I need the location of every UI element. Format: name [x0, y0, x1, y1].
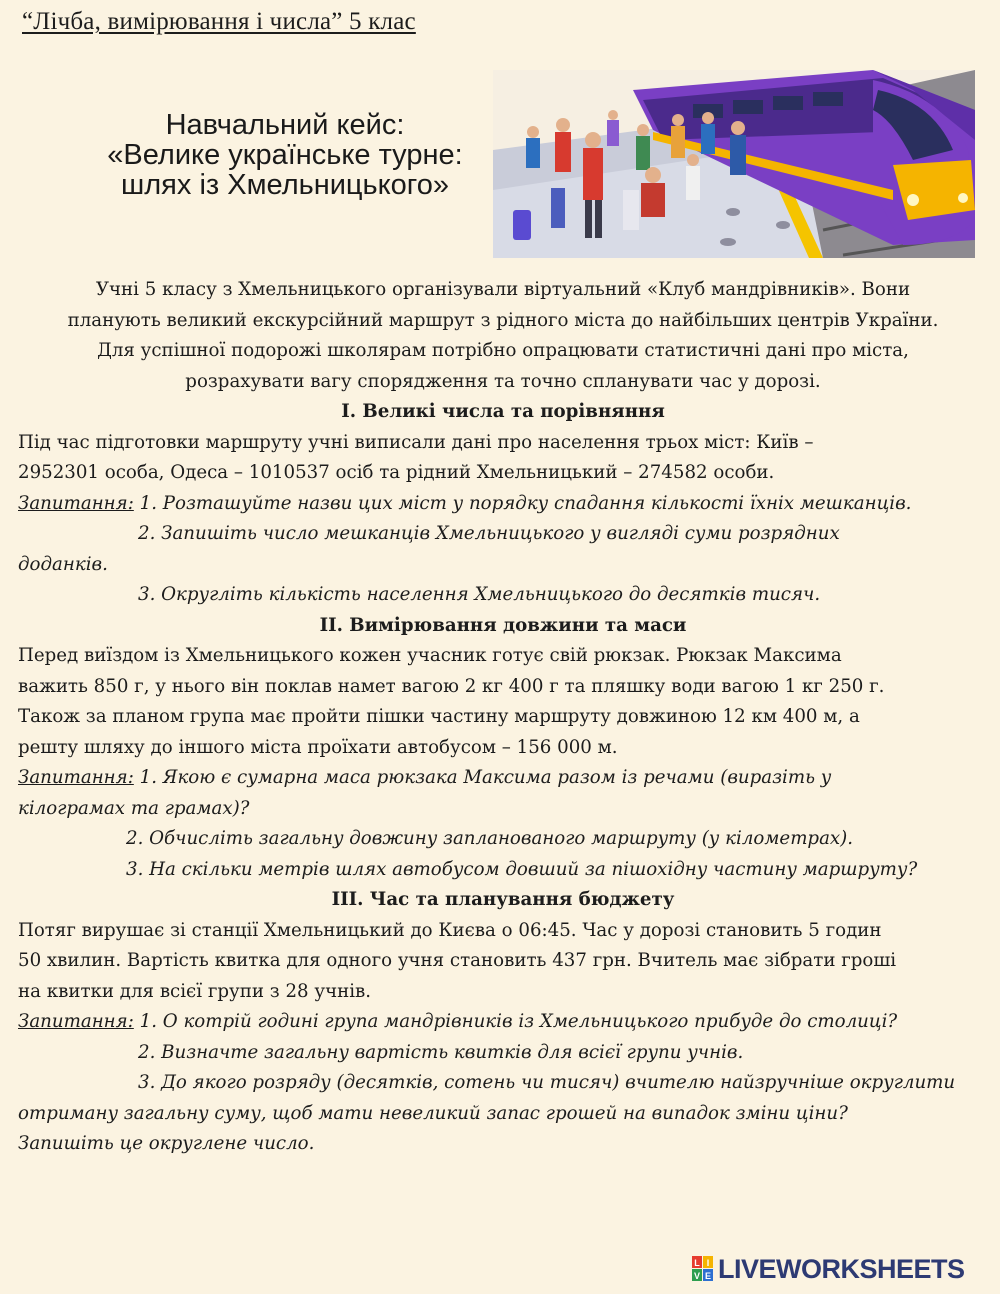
section-1-text: Під час підготовки маршруту учні виписали дані про населення трьох міст: Київ –: [18, 431, 814, 453]
liveworksheets-text: LIVEWORKSHEETS: [718, 1253, 965, 1284]
section-2-text: Перед виїздом із Хмельницького кожен учасник готує свій рюкзак. Рюкзак Максима: [18, 645, 842, 666]
questions-label: Запитання:: [18, 1011, 134, 1032]
section-2-heading: II. Вимірювання довжини та маси: [319, 614, 687, 636]
section-2-text: решту шляху до іншого міста проїхати автобусом – 156 000 м.: [18, 736, 618, 758]
section-3-question-3-cont: Запишіть це округлене число.: [18, 1133, 315, 1154]
intro-paragraph: [18, 275, 988, 397]
worksheet-content: [18, 275, 988, 1160]
section-3-question-3: 3. До якого розряду (десятків, сотень чи тисяч) вчителю найзручніше округлити: [138, 1072, 956, 1093]
section-3-question-1: Запитання: 1. О котрій годині група мандрівників із Хмельницького прибуде до столиці?: [18, 1011, 898, 1032]
liveworksheets-badge-icon: [692, 1256, 714, 1282]
section-2-question-1: Запитання: 1. Якою є сумарна маса рюкзака Максима разом із речами (виразіть у: [18, 767, 832, 788]
section-2-question-1-cont: кілограмах та грамах)?: [18, 797, 250, 819]
case-title-line: «Велике українське турне:: [107, 139, 463, 171]
section-2-question-3: 3. На скільки метрів шлях автобусом довший за пішохідну частину маршруту?: [126, 858, 918, 880]
section-3-text: Потяг вирушає зі станції Хмельницький до Києва о 06:45. Час у дорозі становить 5 годин: [18, 919, 882, 941]
intro-line: Учні 5 класу з Хмельницького організували віртуальний «Клуб мандрівників». Вони: [95, 279, 911, 300]
svg-text:E: E: [704, 1271, 712, 1281]
section-3-question-3-cont: отриману загальну суму, щоб мати невеликий запас грошей на випадок зміни ціни?: [18, 1102, 848, 1124]
questions-label: Запитання:: [18, 492, 134, 514]
section-3-question-2: 2. Визначте загальну вартість квитків для всієї групи учнів.: [138, 1041, 744, 1063]
section-3-text: на квитки для всієї групи з 28 учнів.: [18, 980, 372, 1002]
section-3-text: 50 хвилин. Вартість квитка для одного учня становить 437 грн. Вчитель має зібрати гроші: [18, 950, 897, 971]
case-title-line: шлях із Хмельницького»: [121, 169, 449, 201]
intro-line: розрахувати вагу спорядження та точно спланувати час у дорозі.: [185, 370, 821, 392]
case-title: [20, 110, 550, 200]
section-1-question-3: 3. Округліть кількість населення Хмельницького до десятків тисяч.: [138, 584, 821, 605]
svg-text:I: I: [706, 1258, 710, 1268]
section-1-text: 2952301 особа, Одеса – 1010537 осіб та рідний Хмельницький – 274582 особи.: [18, 462, 775, 483]
section-3-heading: III. Час та планування бюджету: [331, 889, 675, 910]
section-2-text: важить 850 г, у нього він поклав намет вагою 2 кг 400 г та пляшку води вагою 1 кг 250 г.: [18, 675, 885, 697]
page-header: “Лічба, вимірювання і числа” 5 клас: [22, 8, 416, 35]
intro-line: планують великий екскурсійний маршрут з рідного міста до найбільших центрів України.: [67, 309, 939, 331]
questions-label: Запитання:: [18, 767, 134, 788]
liveworksheets-logo[interactable]: [692, 1254, 965, 1284]
case-title-line: Навчальний кейс:: [165, 109, 405, 141]
train-station-illustration: [493, 70, 975, 258]
section-1-question-2-cont: доданків.: [18, 553, 108, 575]
intro-line: Для успішної подорожі школярам потрібно опрацювати статистичні дані про міста,: [97, 340, 909, 361]
svg-text:V: V: [693, 1271, 701, 1281]
section-1-question-1: Запитання: 1. Розташуйте назви цих міст у порядку спадання кількості їхніх мешканців.: [18, 492, 912, 514]
section-2-question-2: 2. Обчисліть загальну довжину запланованого маршруту (у кілометрах).: [126, 828, 854, 849]
svg-text:L: L: [694, 1258, 700, 1268]
section-1-question-2: 2. Запишіть число мешканців Хмельницького у вигляді суми розрядних: [138, 523, 840, 544]
section-1-heading: I. Великі числа та порівняння: [341, 401, 665, 422]
section-2-text: Також за планом група має пройти пішки частину маршруту довжиною 12 км 400 м, а: [18, 706, 860, 727]
